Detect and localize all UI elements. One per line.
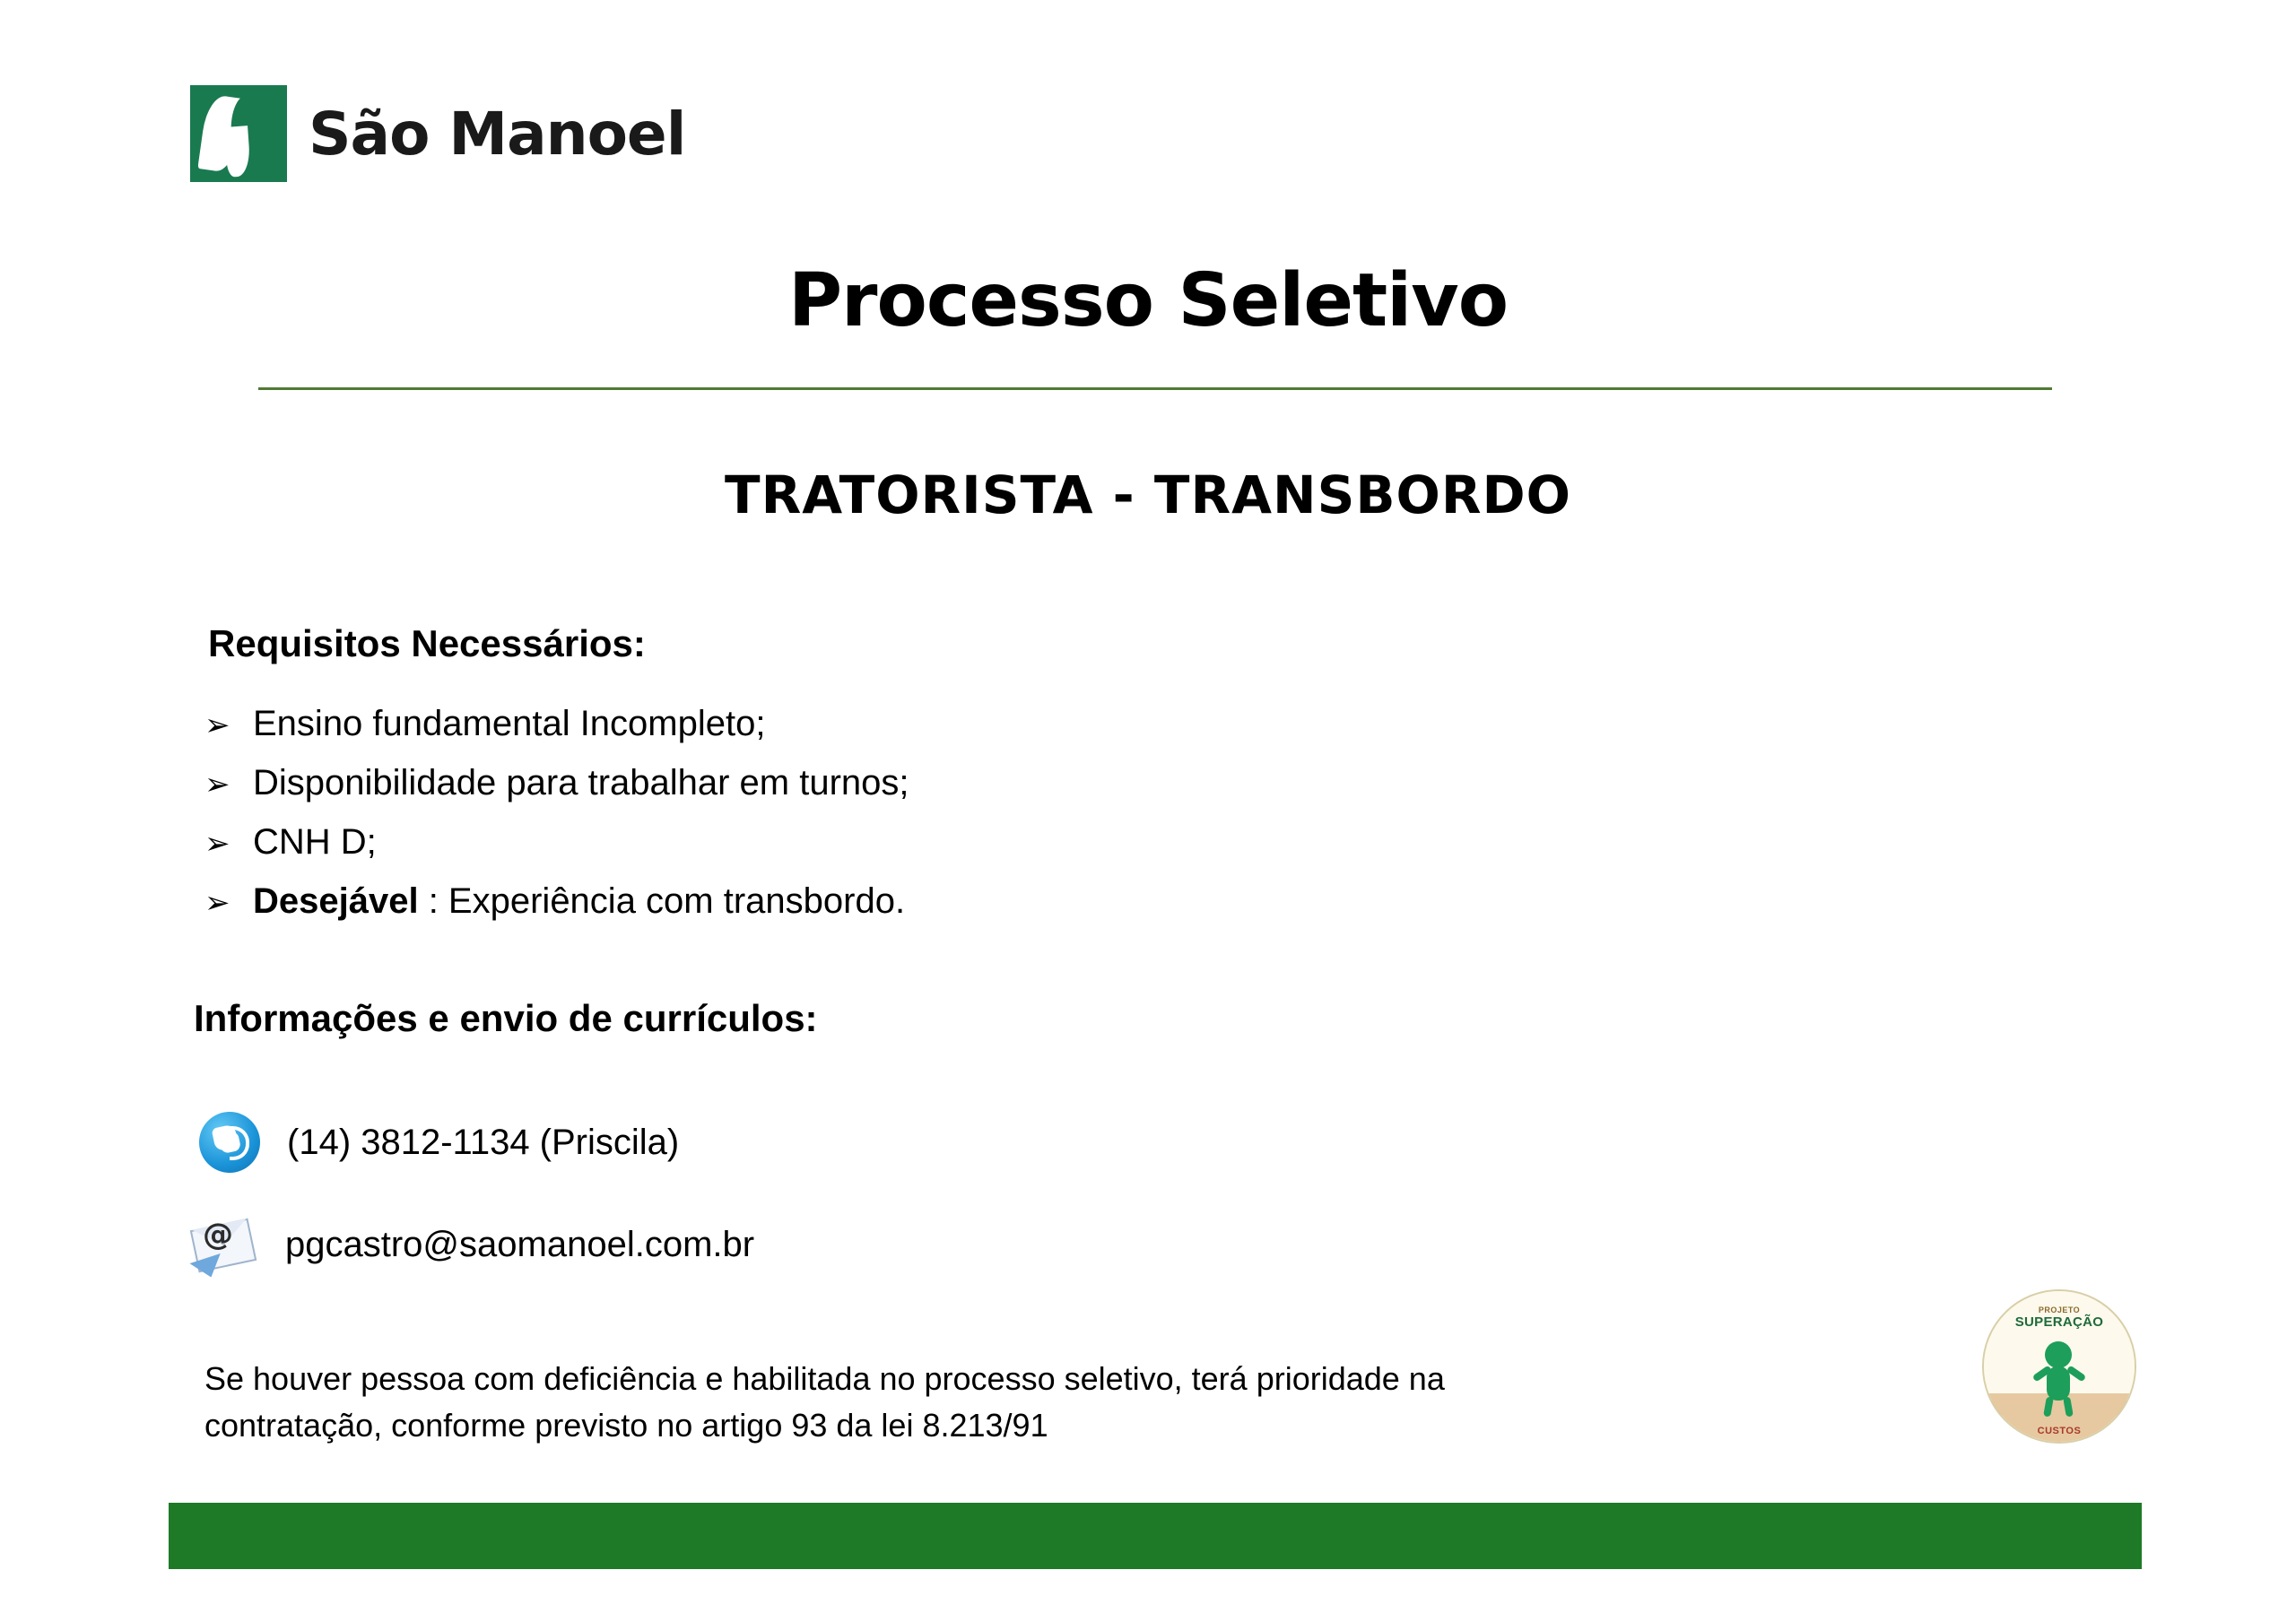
badge-top-label: PROJETO <box>2038 1305 2081 1314</box>
mascot-icon <box>2031 1341 2086 1417</box>
legal-footnote: Se houver pessoa com deficiência e habilitada no processo seletivo, terá prioridade na contratação, conforme previsto no artigo 93 da lei 8.213/91 <box>204 1360 1445 1444</box>
requirement-emphasis: Desejável <box>253 881 419 921</box>
contact-heading: Informações e envio de currículos: <box>194 997 818 1039</box>
page-title: Processo Seletivo <box>787 258 1509 343</box>
list-item <box>204 754 909 813</box>
list-item <box>204 872 909 932</box>
requirements-heading: Requisitos Necessários: <box>208 622 646 664</box>
badge-main-label: SUPERAÇÃO <box>2014 1314 2104 1330</box>
list-item <box>204 813 909 872</box>
brand-logo <box>190 85 685 182</box>
email-icon: @ <box>190 1215 258 1274</box>
email-contact <box>190 1215 754 1274</box>
arrow-bullet-icon: ➢ <box>204 768 230 802</box>
job-position-title: TRATORISTA - TRANSBORDO <box>725 464 1571 525</box>
superacao-custos-badge-icon <box>1982 1289 2136 1444</box>
badge-bottom-label: CUSTOS <box>2037 1426 2082 1436</box>
phone-number: (14) 3812-1134 (Priscila) <box>287 1122 680 1162</box>
arrow-bullet-icon: ➢ <box>204 708 230 742</box>
requirement-text: Disponibilidade para trabalhar em turnos; <box>253 763 909 802</box>
requirement-text: : Experiência com transbordo. <box>418 881 906 921</box>
brand-name: São Manoel <box>309 99 686 169</box>
phone-icon <box>199 1112 260 1173</box>
arrow-bullet-icon: ➢ <box>204 827 230 861</box>
requirement-text: CNH D; <box>253 822 377 862</box>
arrow-bullet-icon: ➢ <box>204 886 230 920</box>
requirements-list <box>204 695 909 932</box>
phone-contact <box>199 1112 679 1173</box>
email-address: pgcastro@saomanoel.com.br <box>285 1224 755 1264</box>
title-divider <box>258 387 2052 390</box>
requirement-text: Ensino fundamental Incompleto; <box>253 704 766 743</box>
list-item <box>204 695 909 754</box>
footer-bar <box>169 1503 2142 1569</box>
leaf-square-logo-icon <box>190 85 287 182</box>
